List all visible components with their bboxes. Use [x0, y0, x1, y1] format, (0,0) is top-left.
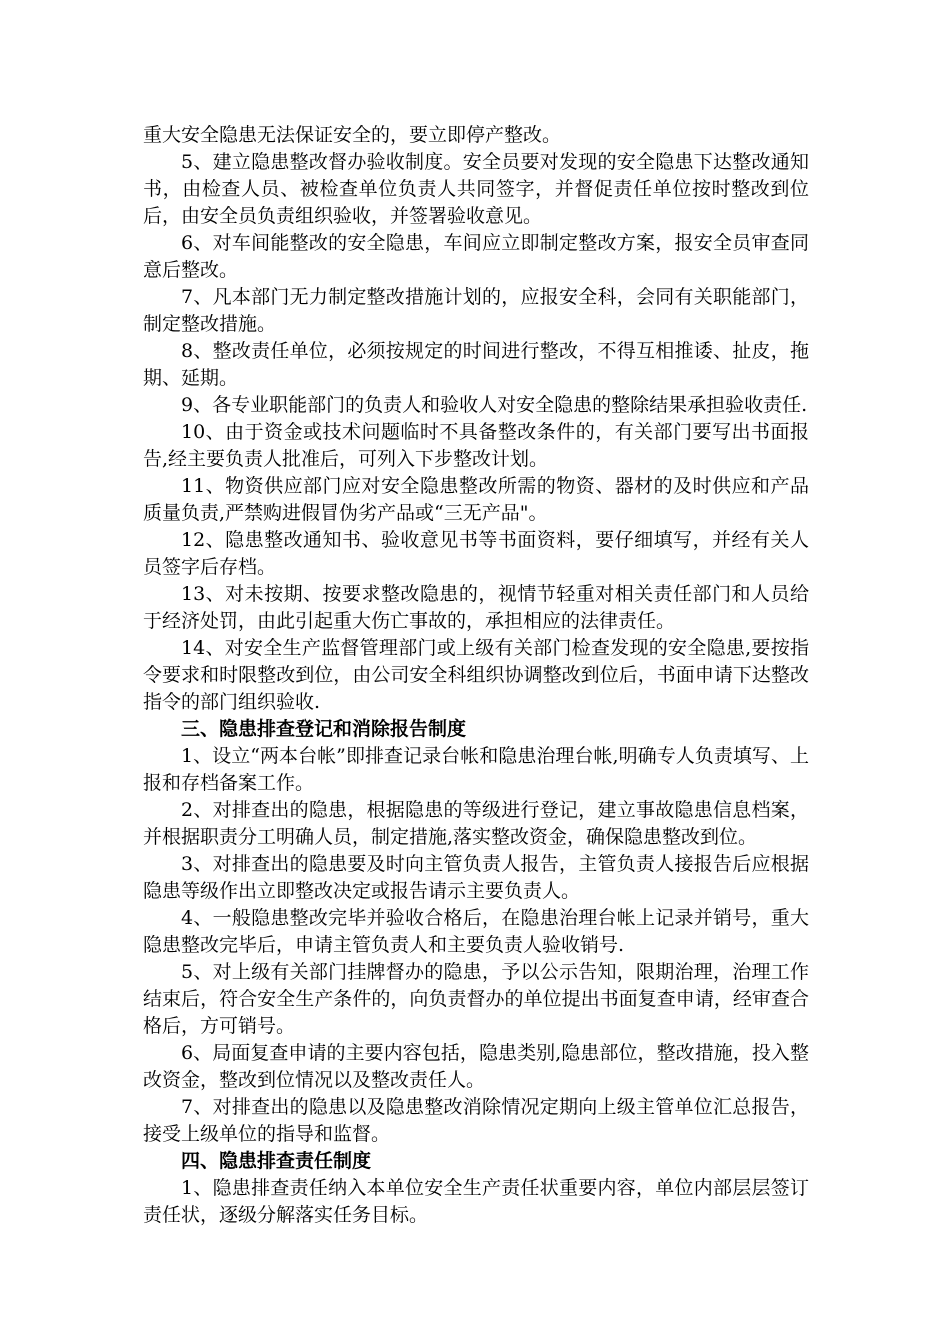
- section3-item-3: 3、对排查出的隐患要及时向主管负责人报告，主管负责人接报告后应根据隐患等级作出立即整改决定或报告请示主要负责人。: [143, 853, 809, 902]
- section4-item-1: 1、隐患排查责任纳入本单位安全生产责任状重要内容，单位内部层层签订责任状，逐级分解落实任务目标。: [143, 1177, 809, 1226]
- paragraph-item-10: 10、由于资金或技术问题临时不具备整改条件的，有关部门要写出书面报告,经主要负责人批准后，可列入下步整改计划。: [143, 421, 809, 470]
- paragraph-item-5: 5、建立隐患整改督办验收制度。安全员要对发现的安全隐患下达整改通知书，由检查人员、被检查单位负责人共同签字，并督促责任单位按时整改到位后，由安全员负责组织验收，并签署验收意见。: [143, 151, 809, 227]
- paragraph-continuation: 重大安全隐患无法保证安全的，要立即停产整改。: [143, 124, 562, 146]
- section3-item-6: 6、局面复查申请的主要内容包括，隐患类别,隐患部位，整改措施，投入整改资金，整改到位情况以及整改责任人。: [143, 1042, 809, 1091]
- section3-item-4: 4、一般隐患整改完毕并验收合格后，在隐患治理台帐上记录并销号，重大隐患整改完毕后，申请主管负责人和主要负责人验收销号.: [143, 907, 809, 956]
- section3-item-2: 2、对排查出的隐患，根据隐患的等级进行登记，建立事故隐患信息档案，并根据职责分工明确人员，制定措施,落实整改资金，确保隐患整改到位。: [143, 799, 809, 848]
- paragraph-item-11: 11、物资供应部门应对安全隐患整改所需的物资、器材的及时供应和产品质量负责,严禁购进假冒伪劣产品或“三无产品"。: [143, 475, 809, 524]
- paragraph-item-14: 14、对安全生产监督管理部门或上级有关部门检查发现的安全隐患,要按指令要求和时限整改到位，由公司安全科组织协调整改到位后，书面申请下达整改指令的部门组织验收.: [143, 637, 809, 713]
- section3-item-1: 1、设立“两本台帐”即排查记录台帐和隐患治理台帐,明确专人负责填写、上报和存档备案工作。: [143, 745, 809, 794]
- paragraph-item-7: 7、凡本部门无力制定整改措施计划的，应报安全科，会同有关职能部门，制定整改措施。: [143, 286, 809, 335]
- paragraph-item-8: 8、整改责任单位，必须按规定的时间进行整改，不得互相推诿、扯皮，拖期、延期。: [143, 340, 809, 389]
- paragraph-item-6: 6、对车间能整改的安全隐患，车间应立即制定整改方案，报安全员审查同意后整改。: [143, 232, 809, 281]
- section-heading-3: 三、隐患排查登记和消除报告制度: [181, 718, 467, 740]
- paragraph-item-12: 12、隐患整改通知书、验收意见书等书面资料，要仔细填写，并经有关人员签字后存档。: [143, 529, 809, 578]
- document-body: [143, 122, 809, 1229]
- paragraph-item-13: 13、对未按期、按要求整改隐患的，视情节轻重对相关责任部门和人员给于经济处罚，由此引起重大伤亡事故的，承担相应的法律责任。: [143, 583, 809, 632]
- section-heading-4: 四、隐患排查责任制度: [181, 1150, 372, 1172]
- paragraph-item-9: 9、各专业职能部门的负责人和验收人对安全隐患的整除结果承担验收责任.: [181, 394, 808, 416]
- section3-item-5: 5、对上级有关部门挂牌督办的隐患，予以公示告知，限期治理，治理工作结束后，符合安全生产条件的，向负责督办的单位提出书面复查申请，经审查合格后，方可销号。: [143, 961, 809, 1037]
- section3-item-7: 7、对排查出的隐患以及隐患整改消除情况定期向上级主管单位汇总报告，接受上级单位的指导和监督。: [143, 1096, 809, 1145]
